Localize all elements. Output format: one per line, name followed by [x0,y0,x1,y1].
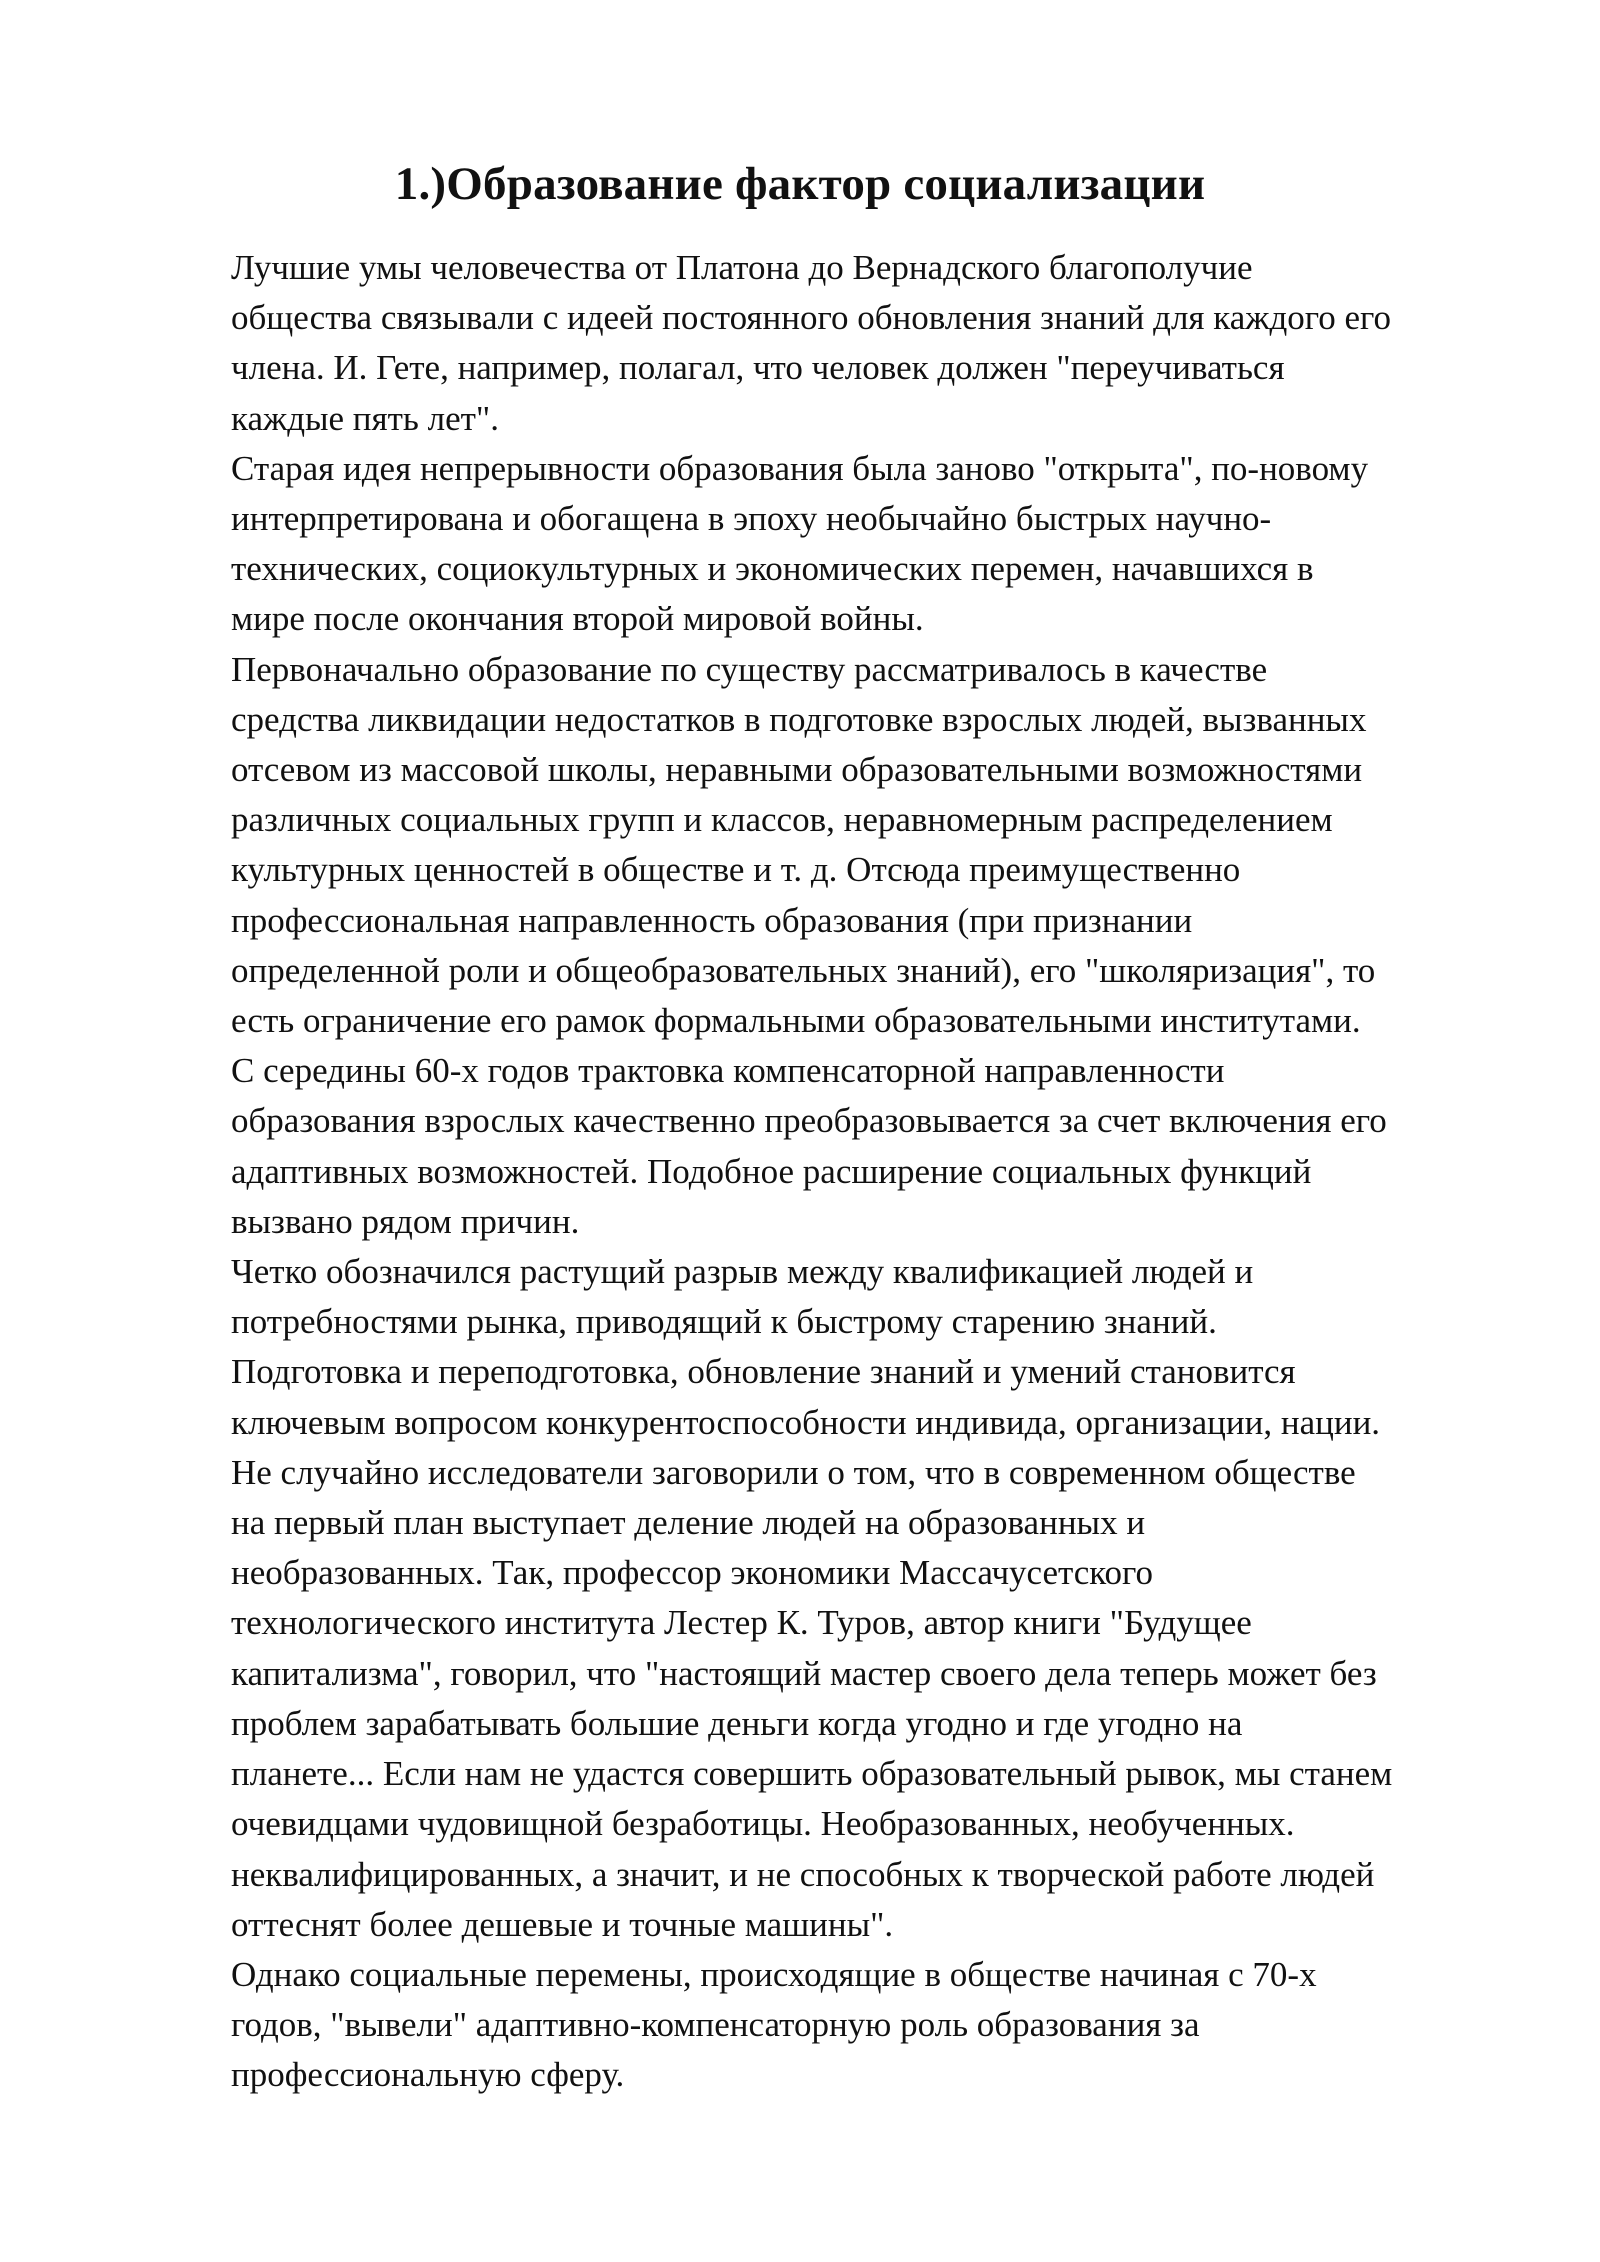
body-line: каждые пять лет". [231,398,499,438]
body-line: есть ограничение его рамок формальными образовательными институтами. [231,1001,1361,1041]
body-line: Не случайно исследователи заговорили о том, что в современном обществе [231,1452,1356,1492]
body-line: культурных ценностей в обществе и т. д. Отсюда преимущественно [231,850,1241,890]
body-line: Старая идея непрерывности образования была заново "открыта", по-новому [231,448,1369,488]
body-line: адаптивных возможностей. Подобное расширение социальных функций [231,1151,1312,1191]
body-line: проблем зарабатывать большие деньги когда угодно и где угодно на [231,1703,1243,1743]
body-line: Подготовка и переподготовка, обновление знаний и умений становится [231,1352,1296,1392]
body-line: профессиональную сферу. [231,2055,625,2095]
body-line: неквалифицированных, а значит, и не способных к творческой работе людей [231,1854,1375,1894]
body-line: технологического института Лестер К. Туров, автор книги "Будущее [231,1603,1252,1643]
document-title: 1.)Образование фактор социализации [394,158,1206,210]
body-line: мире после окончания второй мировой войны. [231,599,924,639]
body-line: Четко обозначился растущий разрыв между квалификацией людей и [231,1252,1254,1292]
body-line: на первый план выступает деление людей на образованных и [231,1503,1146,1543]
body-line: образования взрослых качественно преобразовывается за счет включения его [231,1101,1387,1141]
body-line: отсевом из массовой школы, неравными образовательными возможностями [231,750,1363,790]
document-body [231,243,1531,2101]
body-line: вызвано рядом причин. [231,1201,580,1241]
body-line: определенной роли и общеобразовательных знаний), его "школяризация", то [231,950,1376,990]
body-line: годов, "вывели" адаптивно-компенсаторную роль образования за [231,2005,1200,2045]
body-line: общества связывали с идеей постоянного обновления знаний для каждого его [231,298,1392,338]
body-line: Первоначально образование по существу рассматривалось в качестве [231,649,1268,689]
body-line: различных социальных групп и классов, неравномерным распределением [231,800,1333,840]
body-line: ключевым вопросом конкурентоспособности индивида, организации, нации. [231,1402,1381,1442]
body-line: технических, социокультурных и экономических перемен, начавшихся в [231,549,1314,589]
body-line: планете... Если нам не удастся совершить образовательный рывок, мы станем [231,1754,1393,1794]
body-line: капитализма", говорил, что "настоящий мастер своего дела теперь может без [231,1653,1377,1693]
body-line: оттеснят более дешевые и точные машины". [231,1904,894,1944]
body-line: Однако социальные перемены, происходящие в обществе начиная с 70-х [231,1954,1317,1994]
body-line: средства ликвидации недостатков в подготовке взрослых людей, вызванных [231,699,1367,739]
body-line: очевидцами чудовищной безработицы. Необразованных, необученных. [231,1804,1295,1844]
body-line: потребностями рынка, приводящий к быстрому старению знаний. [231,1302,1217,1342]
body-line: С середины 60-х годов трактовка компенсаторной направленности [231,1051,1225,1091]
body-line: интерпретирована и обогащена в эпоху необычайно быстрых научно- [231,499,1272,539]
body-line: Лучшие умы человечества от Платона до Вернадского благополучие [231,248,1253,287]
body-line: члена. И. Гете, например, полагал, что человек должен "переучиваться [231,348,1285,388]
body-line: необразованных. Так, профессор экономики Массачусетского [231,1553,1154,1593]
body-line: профессиональная направленность образования (при признании [231,900,1193,940]
